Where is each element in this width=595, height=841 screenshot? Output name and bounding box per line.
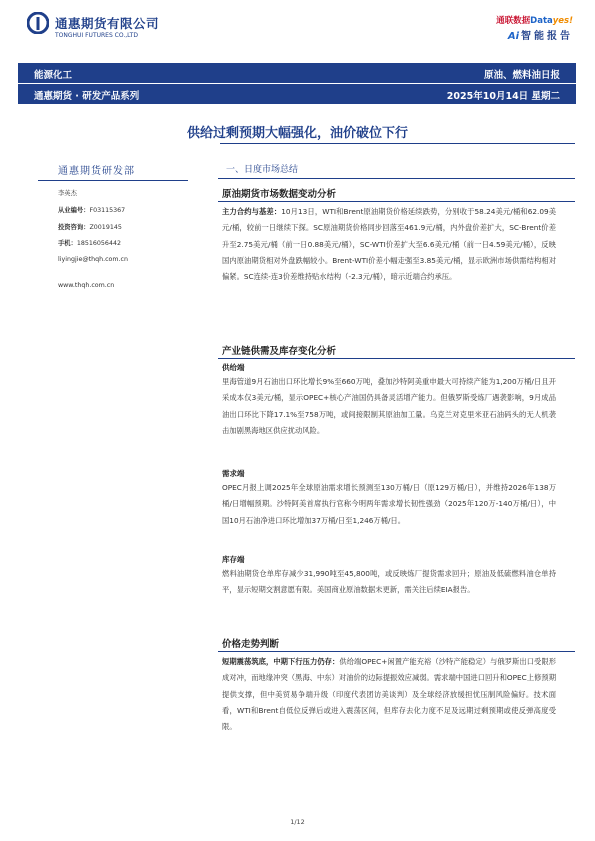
consult-label: 投资咨询： — [58, 224, 90, 231]
report-type-label: 原油、燃料油日报 — [483, 70, 560, 81]
sidebar-divider — [38, 180, 188, 181]
market-lead: 主力合约与基差： — [222, 207, 282, 216]
license-number — [58, 205, 125, 214]
sidebar-heading: 通惠期货研发部 — [58, 166, 135, 177]
series-label: 通惠期货 · 研发产品系列 — [34, 91, 140, 102]
subsection-title-supply-demand: 产业链供需及库存变化分析 — [222, 346, 337, 357]
supply-tag: 供给端 — [222, 363, 245, 372]
supply-paragraph: 里海管道9月石油出口环比增长9%至660万吨，叠加沙特阿美重申最大可持续产能为1,200万桶/日且开采成本仅3美元/桶，显示OPEC+核心产油国仍具备灵活增产能力。但俄罗斯受炼厂遇袭影响，9月成品油出口环比下降17.1%至758万吨，或间接限制其原油加工量。乌克兰对克里米亚石油码头的无人机袭击加剧黑海地区供应扰动风险。 — [222, 377, 556, 435]
report-date: 2025年10月14日 星期二 — [446, 91, 560, 102]
ai-report-text: 智能报告 — [521, 31, 573, 42]
inventory-tag: 库存端 — [222, 555, 245, 564]
ai-prefix: Ai — [507, 31, 519, 42]
email-link[interactable]: liyingjie@thqh.com.cn — [58, 256, 128, 263]
price-text: 供给端OPEC+闲置产能充裕（沙特产能稳定）与俄罗斯出口受限形成对冲，而地缘冲突（黑海、中东）对油价的边际提振效应减弱。需求端中国进口回升和OPEC上修预期提供支撑，但中美贸易争端升级（印度代表团访美谈判）及全球经济放缓担忧压制风险偏好。技术面看，WTI和Brent自低位反弹后或进入震荡区间，但库存去化力度不足及远期过剩预期或使反弹高度受限。 — [222, 657, 557, 732]
license-label: 从业编号： — [58, 207, 90, 214]
series-bar — [18, 84, 576, 104]
consult-value: Z0019145 — [89, 224, 122, 231]
company-name-en: TONGHUI FUTURES CO.,LTD — [55, 32, 138, 39]
company-logo-icon — [27, 12, 49, 34]
subsection-divider — [218, 358, 575, 359]
subsection-title-market: 原油期货市场数据变动分析 — [222, 189, 337, 200]
brand-b: Data — [530, 16, 553, 26]
section-divider — [218, 178, 575, 179]
inventory-paragraph: 燃料油期货仓单库存减少31,990吨至45,800吨，或反映炼厂提货需求回升；原油及低硫燃料油仓单持平，显示短期交割意愿有限。美国商业原油数据未更新，需关注后续EIA报告。 — [222, 569, 556, 595]
phone-value: 18516056442 — [76, 240, 121, 247]
phone — [58, 238, 121, 247]
section-heading: 一、日度市场总结 — [226, 165, 299, 175]
consult-number — [58, 222, 122, 231]
subsection-title-price: 价格走势判断 — [222, 639, 280, 650]
category-bar — [18, 63, 576, 83]
company-name-cn: 通惠期货有限公司 — [55, 16, 160, 31]
report-title: 供给过剩预期大幅强化，油价破位下行 — [186, 126, 408, 141]
ai-report-label — [508, 27, 573, 42]
demand-tag: 需求端 — [222, 469, 245, 478]
datayes-logo — [496, 14, 573, 26]
market-analysis-paragraph — [222, 204, 556, 285]
analyst-name: 李英杰 — [58, 190, 77, 197]
brand-c: yes! — [552, 16, 573, 26]
market-text: 10月13日，WTI和Brent原油期货价格延续跌势，分别收于58.24美元/桶和62.09美元/桶，较前一日继续下探。SC原油期货价格同步回落至461.9元/桶，内外盘价差扩大，SC-Brent价差升至2.75美元/桶（前一日0.88美元/桶），SC-WTI价差扩大至6.6美元/桶（前一日4.59美元/桶），反映国内原油期货相对外盘跌幅较小。Brent-WTI价差小幅走强至3.85美元/桶，显示欧洲市场供需结构相对偏紧。SC连续-连3价差维持贴水结构（-2.3元/桶），暗示近端合约承压。 — [222, 207, 557, 282]
price-lead: 短期震荡筑底，中期下行压力仍存： — [222, 657, 340, 666]
title-divider — [220, 143, 575, 144]
price-paragraph — [222, 654, 556, 735]
category-label: 能源化工 — [34, 70, 73, 81]
subsection-divider — [218, 651, 575, 652]
website-link[interactable]: www.thqh.com.cn — [58, 282, 115, 289]
demand-paragraph: OPEC月报上调2025年全球原油需求增长预测至130万桶/日（原129万桶/日），并维持2026年138万桶/日增幅预期。沙特阿美首席执行官称今明两年需求增长韧性强劲（2025年120万-140万桶/日），中国10月石油净进口环比增加37万桶/日至1,246万桶/日。 — [222, 483, 556, 525]
phone-label: 手机： — [58, 240, 77, 247]
page-number: 1/12 — [290, 818, 305, 826]
subsection-divider — [218, 201, 575, 202]
brand-a: 通联数据 — [496, 16, 531, 26]
license-value: F03115367 — [89, 207, 126, 214]
